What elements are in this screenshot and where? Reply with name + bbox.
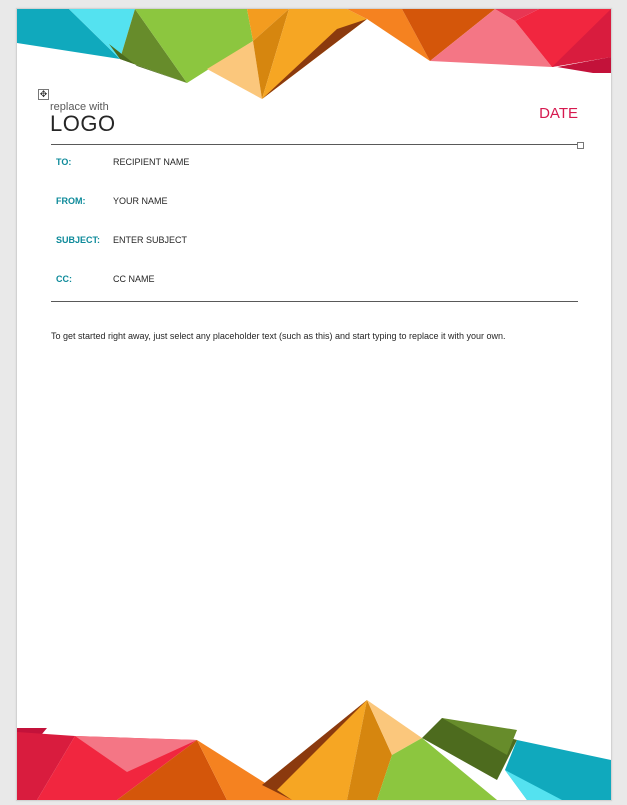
to-value[interactable]: RECIPIENT NAME (113, 157, 190, 167)
logo-text: LOGO (50, 111, 116, 136)
bottom-decorative-banner (17, 700, 611, 800)
subject-value[interactable]: ENTER SUBJECT (113, 235, 188, 245)
document-page[interactable] (16, 8, 612, 801)
from-value[interactable]: YOUR NAME (113, 196, 168, 206)
top-decorative-banner (17, 9, 611, 109)
cc-label: CC: (56, 274, 72, 284)
subject-label: SUBJECT: (56, 235, 101, 245)
table-move-handle-icon[interactable]: ✥ (39, 89, 48, 99)
header-divider (51, 144, 578, 145)
logo-placeholder[interactable] (50, 101, 116, 135)
from-label: FROM: (56, 196, 86, 206)
body-paragraph[interactable]: To get started right away, just select any placeholder text (such as this) and start typing to replace it with your own. (51, 331, 506, 341)
logo-caption: replace with (50, 101, 109, 113)
cc-value[interactable]: CC NAME (113, 274, 155, 284)
to-label: TO: (56, 157, 72, 167)
date-field[interactable]: DATE (539, 105, 578, 122)
table-resize-handle-icon[interactable] (577, 142, 584, 149)
fields-divider (51, 301, 578, 302)
